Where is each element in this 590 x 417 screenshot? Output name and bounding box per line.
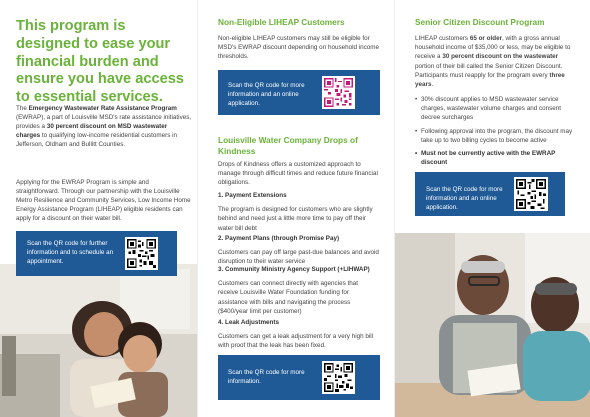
para1-suffix: to qualifying low-income residential customers in Jefferson, Oldham and Bullitt Counties. [16,132,177,149]
qr-code-icon[interactable] [322,361,355,394]
bullet-item: • Must not be currently active with the EWRAP discount [415,149,575,167]
schedule-appointment-qr-box[interactable] [16,231,177,276]
senior-text-bold1: 65 or older [469,35,503,42]
list-item [218,234,380,267]
bullet-item: • Following approval into the program, the discount may take up to two billing cycles to become active [415,127,575,145]
list-item [218,191,380,233]
senior-text-prefix: LIHEAP customers [415,35,470,42]
bullet-item: • 30% discount applies to MSD wastewater service charges, wastewater volume charges and consent decree surcharges [415,95,575,123]
family-photo-illustration [0,264,197,417]
senior-text-bold3: three years [415,71,565,89]
panel-right [394,0,590,417]
list-item [218,318,380,351]
senior-couple-photo [395,233,590,417]
senior-discount-heading: Senior Citizen Discount Program [415,17,545,27]
senior-text-suffix: . [431,81,434,89]
list-item-text: Customers can connect directly with agencies that receive Louisville Water Foundation funding for assistance with bills and navigating the process ($400/year limit per customer) [218,280,358,315]
list-item [218,265,380,316]
qr-code-icon[interactable] [514,177,548,211]
list-item-text: Customers can get a leak adjustment for a very high bill with proof that the leak has been fixed. [218,333,374,350]
qr-code-icon[interactable] [322,76,355,109]
panel-left [0,0,197,417]
non-eligible-liheap-heading: Non-Eligible LIHEAP Customers [218,17,345,27]
list-item-title: 3. Community Ministry Agency Support (+LIHWAP) [218,266,370,273]
ewrap-apply-paragraph: Applying for the EWRAP Program is simple and straightforward. Through our partnership with the Louisville Metro Resilience and Community Services, Low Income Home Energy Assistance Program (LIHEAP) eligible residents can apply for a discount on their water bill. [16,179,191,223]
ewrap-intro-paragraph [16,104,192,149]
senior-text-mid1: , with a gross annual household income of $35,000 or less, may be eligible to receive a [415,35,571,61]
senior-couple-illustration [395,233,590,417]
non-eligible-liheap-text: Non-eligible LIHEAP customers may still be eligible for MSD's EWRAP discount depending on household income thresholds. [218,35,380,61]
main-heading: This program is designed to ease your financial burden and ensure you have access to essential services. [16,18,184,106]
senior-online-application-qr-box[interactable] [415,172,565,216]
list-item-title: 1. Payment Extensions [218,192,287,199]
qr-code-icon[interactable] [125,237,158,270]
more-information-qr-box[interactable] [218,355,380,400]
online-application-qr-box[interactable] [218,70,380,115]
qr-box-text: Scan the QR code for further information and to schedule an appointment. [27,240,114,265]
para1-mid: (EWRAP), a part of Louisville MSD's rate assistance initiatives, provides a [16,114,192,131]
drops-of-kindness-heading: Louisville Water Company Drops of Kindness [218,135,358,156]
senior-text-mid2: portion of their bill called the Senior Citizen Discount. Participants must reapply for the program every [415,62,563,79]
para1-prefix: The [16,105,29,112]
para1-bold: Emergency Wastewater Rate Assistance Program [28,105,177,112]
qr-box-text: Scan the QR code for more information and an online application. [426,186,503,211]
list-item-text: Customers can pay off large past-due balances and avoid disruption to their water service [218,249,379,266]
list-item-title: 2. Payment Plans (through Promise Pay) [218,235,340,242]
list-item-title: 4. Leak Adjustments [218,319,280,326]
para1-bold2: 30 percent discount on MSD wastewater charges [16,123,168,140]
panel-middle [197,0,394,417]
senior-discount-bullets [415,95,575,171]
family-photo [0,264,197,417]
qr-box-text: Scan the QR code for more information. [228,369,305,385]
drops-of-kindness-text: Drops of Kindness offers a customized approach to manage through difficult times and reduce future financial obligations. [218,161,378,187]
list-item-text: The program is designed for customers who are slightly behind and need just a little more time to pay off their water bill debt [218,206,373,232]
qr-box-text: Scan the QR code for more information and an online application. [228,82,305,107]
senior-discount-text [415,34,575,89]
senior-text-bold2: 30 percent discount on the wastewater [442,53,559,61]
